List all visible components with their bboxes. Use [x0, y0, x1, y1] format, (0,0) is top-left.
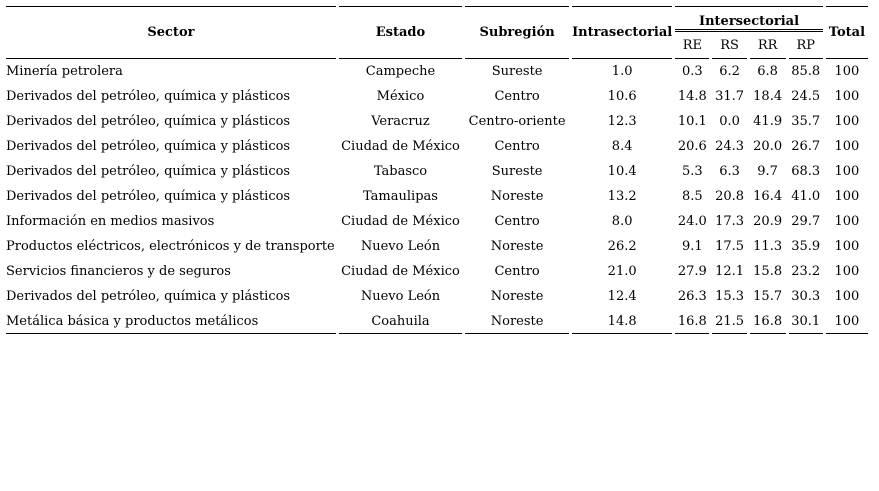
cell-subregion: Sureste	[491, 164, 543, 179]
cell-estado: Ciudad de México	[341, 139, 460, 154]
table-row	[6, 284, 868, 309]
cell-rp: 23.2	[791, 264, 821, 279]
cell-rr: 16.4	[753, 189, 783, 204]
cell-rs: 21.5	[712, 309, 746, 334]
cell-intrasectorial: 8.4	[611, 139, 633, 154]
header-rs: RS	[712, 32, 746, 59]
cell-subregion: Centro-oriente	[468, 114, 566, 129]
cell-rp: 35.7	[791, 114, 821, 129]
cell-estado: Ciudad de México	[341, 214, 460, 229]
cell-total: 100	[826, 309, 868, 334]
cell-rp: 41.0	[791, 189, 821, 204]
cell-total: 100	[834, 64, 860, 79]
table-body	[6, 59, 868, 334]
cell-intrasectorial: 13.2	[607, 189, 637, 204]
header-intrasectorial: Intrasectorial	[572, 6, 672, 59]
header-subregion: Subregión	[465, 6, 569, 59]
table-row	[6, 84, 868, 109]
cell-rr: 20.0	[753, 139, 783, 154]
cell-rr: 9.7	[757, 164, 778, 179]
cell-sector: Derivados del petróleo, química y plásticos	[6, 164, 291, 179]
cell-intrasectorial: 10.6	[607, 89, 637, 104]
cell-sector: Minería petrolera	[6, 64, 123, 79]
cell-total: 100	[834, 89, 860, 104]
cell-estado: Ciudad de México	[341, 264, 460, 279]
table-row	[6, 309, 868, 334]
cell-intrasectorial: 21.0	[607, 264, 637, 279]
cell-subregion: Centro	[494, 264, 540, 279]
cell-re: 10.1	[677, 114, 707, 129]
cell-rp: 30.3	[791, 289, 821, 304]
cell-subregion: Centro	[494, 214, 540, 229]
cell-rr: 20.9	[753, 214, 783, 229]
cell-rs: 6.2	[719, 64, 740, 79]
table-row	[6, 109, 868, 134]
header-re: RE	[675, 32, 709, 59]
header-intersectorial: Intersectorial	[675, 6, 823, 32]
cell-sector: Metálica básica y productos metálicos	[6, 309, 336, 334]
cell-re: 0.3	[681, 64, 703, 79]
cell-total: 100	[834, 239, 860, 254]
cell-estado: Coahuila	[339, 309, 462, 334]
cell-subregion: Centro	[494, 89, 540, 104]
cell-estado: Nuevo León	[360, 239, 441, 254]
cell-rs: 17.3	[715, 214, 745, 229]
cell-rp: 29.7	[791, 214, 821, 229]
cell-subregion: Noreste	[490, 239, 544, 254]
cell-subregion: Sureste	[491, 64, 543, 79]
cell-intrasectorial: 14.8	[572, 309, 672, 334]
cell-total: 100	[834, 114, 860, 129]
cell-rs: 0.0	[719, 114, 740, 129]
table-row	[6, 209, 868, 234]
cell-rs: 24.3	[715, 139, 745, 154]
cell-rr: 15.7	[753, 289, 783, 304]
cell-estado: Tabasco	[373, 164, 428, 179]
cell-total: 100	[834, 264, 860, 279]
cell-estado: Veracruz	[371, 114, 430, 129]
table-header	[6, 6, 868, 59]
cell-intrasectorial: 12.3	[607, 114, 637, 129]
header-rp: RP	[789, 32, 823, 59]
table-row	[6, 259, 868, 284]
cell-rp: 35.9	[791, 239, 821, 254]
cell-re: 16.8	[675, 309, 709, 334]
cell-estado: México	[376, 89, 425, 104]
cell-rs: 17.5	[715, 239, 745, 254]
cell-subregion: Noreste	[490, 289, 544, 304]
cell-estado: Tamaulipas	[363, 189, 438, 204]
cell-sector: Derivados del petróleo, química y plásticos	[6, 289, 291, 304]
header-estado: Estado	[339, 6, 462, 59]
cell-estado: Campeche	[365, 64, 436, 79]
cell-subregion: Noreste	[465, 309, 569, 334]
cell-rr: 6.8	[757, 64, 778, 79]
cell-rr: 16.8	[750, 309, 786, 334]
cell-total: 100	[834, 289, 860, 304]
cell-intrasectorial: 8.0	[611, 214, 633, 229]
cell-sector: Derivados del petróleo, química y plásticos	[6, 89, 291, 104]
cell-total: 100	[834, 164, 860, 179]
header-total: Total	[826, 6, 868, 59]
cell-sector: Derivados del petróleo, química y plásticos	[6, 114, 291, 129]
table-row	[6, 159, 868, 184]
cell-total: 100	[834, 139, 860, 154]
cell-rp: 30.1	[789, 309, 823, 334]
cell-intrasectorial: 26.2	[607, 239, 637, 254]
header-rr: RR	[750, 32, 786, 59]
cell-subregion: Centro	[494, 139, 540, 154]
cell-rs: 31.7	[715, 89, 745, 104]
table-row	[6, 184, 868, 209]
cell-rp: 85.8	[791, 64, 821, 79]
cell-re: 26.3	[677, 289, 707, 304]
cell-rp: 26.7	[791, 139, 821, 154]
cell-rs: 12.1	[715, 264, 745, 279]
cell-re: 14.8	[677, 89, 707, 104]
cell-sector: Productos eléctricos, electrónicos y de transporte	[6, 239, 335, 254]
cell-intrasectorial: 1.0	[611, 64, 633, 79]
cell-total: 100	[834, 189, 860, 204]
cell-rs: 15.3	[715, 289, 745, 304]
data-table	[3, 6, 871, 334]
cell-sector: Servicios financieros y de seguros	[6, 264, 231, 279]
cell-rp: 24.5	[791, 89, 821, 104]
cell-rs: 20.8	[715, 189, 745, 204]
cell-re: 5.3	[681, 164, 703, 179]
cell-re: 9.1	[681, 239, 703, 254]
cell-intrasectorial: 10.4	[607, 164, 637, 179]
cell-rr: 15.8	[753, 264, 783, 279]
header-sector: Sector	[6, 6, 336, 59]
table-row	[6, 59, 868, 84]
table-row	[6, 234, 868, 259]
cell-sector: Información en medios masivos	[6, 214, 215, 229]
cell-intrasectorial: 12.4	[607, 289, 637, 304]
cell-rp: 68.3	[791, 164, 821, 179]
cell-estado: Nuevo León	[360, 289, 441, 304]
cell-sector: Derivados del petróleo, química y plásticos	[6, 189, 291, 204]
cell-re: 20.6	[677, 139, 707, 154]
cell-subregion: Noreste	[490, 189, 544, 204]
cell-re: 24.0	[677, 214, 707, 229]
cell-rr: 18.4	[753, 89, 783, 104]
cell-sector: Derivados del petróleo, química y plásticos	[6, 139, 291, 154]
cell-rs: 6.3	[719, 164, 740, 179]
cell-total: 100	[834, 214, 860, 229]
cell-re: 8.5	[681, 189, 703, 204]
cell-re: 27.9	[677, 264, 707, 279]
cell-rr: 41.9	[753, 114, 783, 129]
table-row	[6, 134, 868, 159]
cell-rr: 11.3	[753, 239, 783, 254]
